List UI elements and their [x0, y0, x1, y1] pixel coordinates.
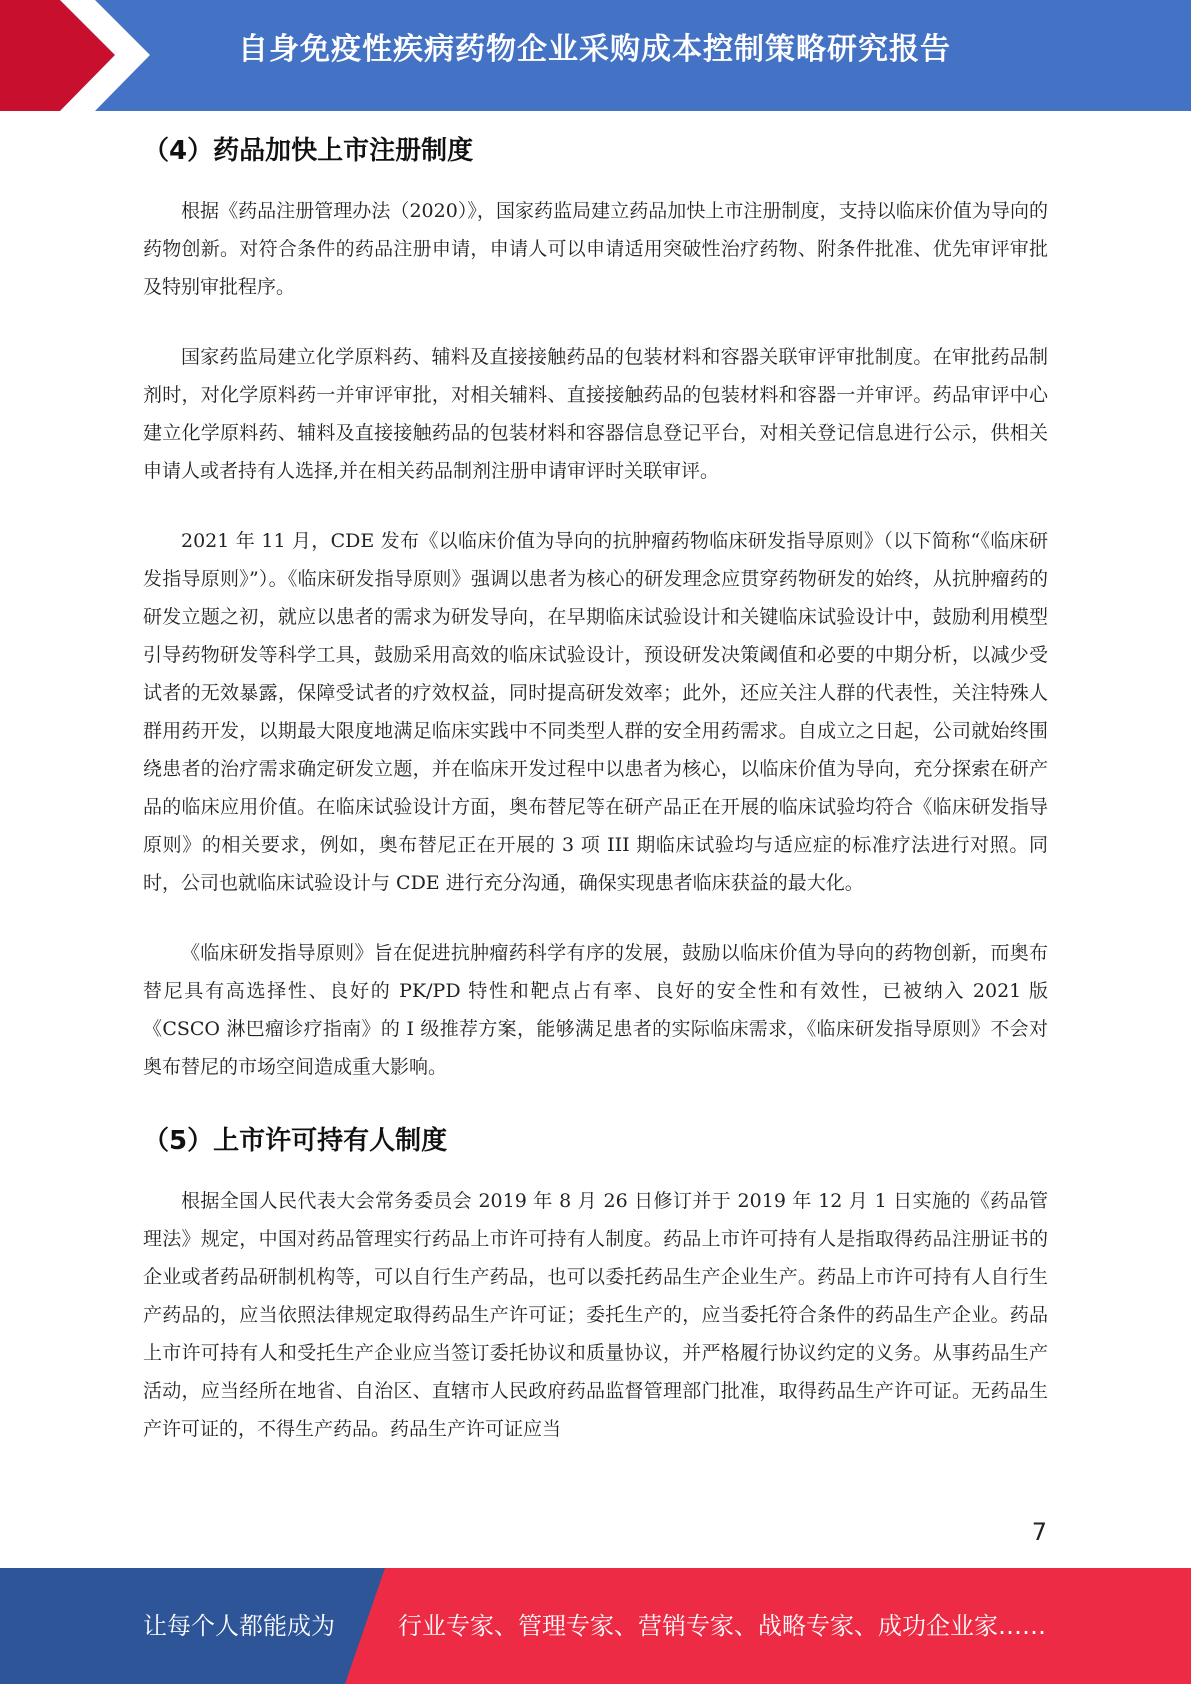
footer-slogan-lead: 让每个人都能成为 — [143, 1612, 335, 1640]
section-heading: （5）上市许可持有人制度 — [143, 1126, 448, 1156]
paragraph: 根据《药品注册管理办法（2020）》，国家药监局建立药品加快上市注册制度，支持以临床价值为导向的药物创新。对符合条件的药品注册申请，申请人可以申请适用突破性治疗药物、附条件批准、优先审评审批及特别审批程序。 — [143, 200, 1048, 298]
paragraph: 《临床研发指导原则》旨在促进抗肿瘤药科学有序的发展，鼓励以临床价值为导向的药物创新，而奥布替尼具有高选择性、良好的 PK/PD 特性和靶点占有率、良好的安全性和有效性，已被纳入 2021 版《CSCO 淋巴瘤诊疗指南》的 I 级推荐方案，能够满足患者的实际临床需求，《临床研发指导原则》不会对奥布替尼的市场空间造成重大影响。 — [143, 942, 1048, 1078]
paragraph: 根据全国人民代表大会常务委员会 2019 年 8 月 26 日修订并于 2019 年 12 月 1 日实施的《药品管理法》规定，中国对药品管理实行药品上市许可持有人制度。药品上市许可持有人是指取得药品注册证书的企业或者药品研制机构等，可以自行生产药品，也可以委托药品生产企业生产。药品上市许可持有人自行生产药品的，应当依照法律规定取得药品生产许可证；委托生产的，应当委托符合条件的药品生产企业。药品上市许可持有人和受托生产企业应当签订委托协议和质量协议，并严格履行协议约定的义务。从事药品生产活动，应当经所在地省、自治区、直辖市人民政府药品监督管理部门批准，取得药品生产许可证。无药品生产许可证的，不得生产药品。药品生产许可证应当 — [143, 1190, 1048, 1440]
footer-slogan-roles: 行业专家、管理专家、营销专家、战略专家、成功企业家…… — [398, 1612, 1046, 1640]
page-footer — [0, 1568, 1191, 1684]
paragraph: 国家药监局建立化学原料药、辅料及直接接触药品的包装材料和容器关联审评审批制度。在审批药品制剂时，对化学原料药一并审评审批，对相关辅料、直接接触药品的包装材料和容器一并审评。药品审评中心建立化学原料药、辅料及直接接触药品的包装材料和容器信息登记平台，对相关登记信息进行公示，供相关申请人或者持有人选择,并在相关药品制剂注册申请审评时关联审评。 — [143, 346, 1048, 482]
paragraph: 2021 年 11 月，CDE 发布《以临床价值为导向的抗肿瘤药物临床研发指导原则》（以下简称“《临床研发指导原则》”）。《临床研发指导原则》强调以患者为核心的研发理念应贯穿药物研发的始终，从抗肿瘤药的研发立题之初，就应以患者的需求为研发导向，在早期临床试验设计和关键临床试验设计中，鼓励利用模型引导药物研发等科学工具，鼓励采用高效的临床试验设计，预设研发决策阈值和必要的中期分析，以减少受试者的无效暴露，保障受试者的疗效权益，同时提高研发效率；此外，还应关注人群的代表性，关注特殊人群用药开发，以期最大限度地满足临床实践中不同类型人群的安全用药需求。自成立之日起，公司就始终围绕患者的治疗需求确定研发立题，并在临床开发过程中以患者为核心，以临床价值为导向，充分探索在研产品的临床应用价值。在临床试验设计方面，奥布替尼等在研产品正在开展的临床试验均符合《临床研发指导原则》的相关要求，例如，奥布替尼正在开展的 3 项 III 期临床试验均与适应症的标准疗法进行对照。同时，公司也就临床试验设计与 CDE 进行充分沟通，确保实现患者临床获益的最大化。 — [143, 530, 1048, 894]
page-header — [0, 0, 1191, 111]
page-number: 7 — [1031, 1518, 1047, 1546]
page-content — [143, 128, 1048, 1480]
report-title: 自身免疫性疾病药物企业采购成本控制策略研究报告 — [238, 32, 951, 67]
section-heading: （4）药品加快上市注册制度 — [143, 136, 474, 166]
